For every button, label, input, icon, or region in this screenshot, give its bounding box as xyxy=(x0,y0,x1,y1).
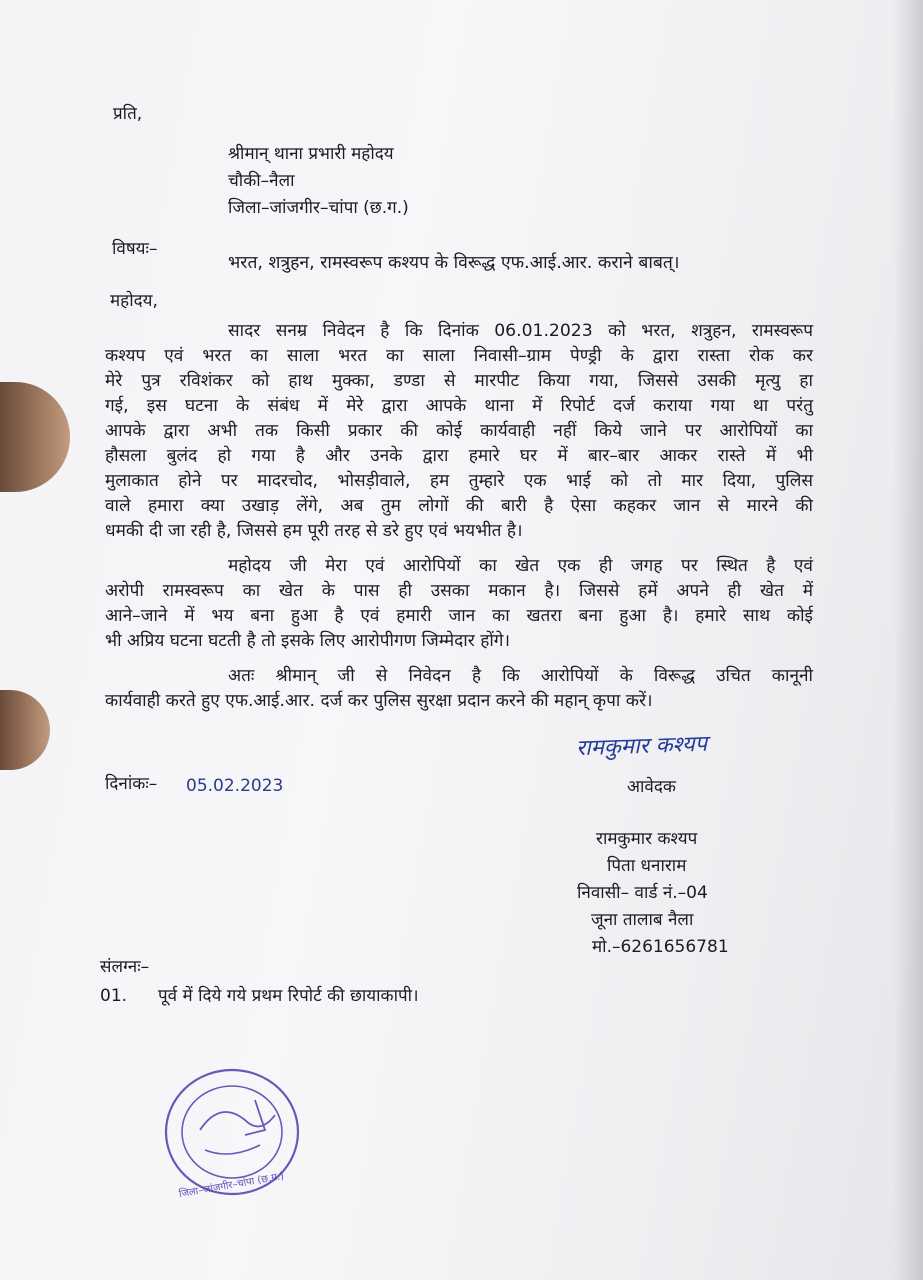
body-line: हौसला बुलंद हो गया है और उनके द्वारा हमारे घर में बार–बार आकर रास्ते में भी xyxy=(105,446,813,466)
body-line: गई, इस घटना के संबंध में मेरे द्वारा आपके थाना में रिपोर्ट दर्ज कराया गया था परंतु xyxy=(105,396,813,416)
body-line: कश्यप एवं भरत का साला भरत का साला निवासी–ग्राम पेण्ड्री के द्वारा रास्ता रोक कर xyxy=(105,346,813,366)
body-line: धमकी दी जा रही है, जिससे हम पूरी तरह से डरे हुए एवं भयभीत है। xyxy=(105,521,523,541)
salutation-to: प्रति, xyxy=(113,104,143,124)
addressee-line-1: श्रीमान् थाना प्रभारी महोदय xyxy=(228,144,394,164)
svg-text:जिला–जांजगीर–चांपा (छ.ग.): जिला–जांजगीर–चांपा (छ.ग.) xyxy=(178,1170,285,1201)
finger-top xyxy=(0,382,70,492)
applicant-label: आवेदक xyxy=(627,777,676,797)
greeting: महोदय, xyxy=(110,291,158,311)
finger-bottom xyxy=(0,690,50,770)
body-line: मेरे पुत्र रविशंकर को हाथ मुक्का, डण्डा से मारपीट किया गया, जिससे उसकी मृत्यु हा xyxy=(105,371,813,391)
subject-text: भरत, शत्रुहन, रामस्वरूप कश्यप के विरूद्ध एफ.आई.आर. कराने बाबत्। xyxy=(228,253,680,273)
applicant-locality: जूना तालाब नैला xyxy=(591,910,694,930)
addressee-line-3: जिला–जांजगीर–चांपा (छ.ग.) xyxy=(228,198,409,218)
addressee-line-2: चौकी–नैला xyxy=(228,171,295,191)
body-line: सादर सनम्र निवेदन है कि दिनांक 06.01.2023 को भरत, शत्रुहन, रामस्वरूप xyxy=(228,321,813,341)
body-line: मुलाकात होने पर मादरचोद, भोसड़ीवाले, हम तुम्हारे एक भाई को तो मार दिया, पुलिस xyxy=(105,471,813,491)
body-line: आपके द्वारा अभी तक किसी प्रकार की कोई कार्यवाही नहीं किये जाने पर आरोपियों का xyxy=(105,421,813,441)
date-label: दिनांकः– xyxy=(105,774,158,794)
body-line: कार्यवाही करते हुए एफ.आई.आर. दर्ज कर पुलिस सुरक्षा प्रदान करने की महान् कृपा करें। xyxy=(105,691,653,711)
applicant-mobile: मो.–6261656781 xyxy=(592,937,729,957)
enclosure-label: संलग्नः– xyxy=(100,957,150,977)
applicant-father: पिता धनाराम xyxy=(607,856,687,876)
body-line: वाले हमारा क्या उखाड़ लेंगे, अब तुम लोगों की बारी है ऐसा कहकर जान से मारने की xyxy=(105,496,813,516)
police-stamp-icon xyxy=(160,1060,310,1210)
subject-label: विषयः– xyxy=(112,239,158,259)
body-line: अरोपी रामस्वरूप का खेत के पास ही उसका मकान है। जिससे हमें अपने ही खेत में xyxy=(105,581,813,601)
enclosure-number: 01. xyxy=(100,986,128,1006)
enclosure-text: पूर्व में दिये गये प्रथम रिपोर्ट की छायाकापी। xyxy=(158,986,419,1006)
applicant-residence: निवासी– वार्ड नं.–04 xyxy=(577,883,708,903)
date-value: 05.02.2023 xyxy=(186,776,284,796)
handwritten-signature: रामकुमार कश्यप xyxy=(575,731,708,762)
body-line: आने–जाने में भय बना हुआ है एवं हमारी जान का खतरा बना हुआ है। हमारे साथ कोई xyxy=(105,606,813,626)
body-line: भी अप्रिय घटना घटती है तो इसके लिए आरोपीगण जिम्मेदार होंगे। xyxy=(105,631,510,651)
body-line: अतः श्रीमान् जी से निवेदन है कि आरोपियों के विरूद्ध उचित कानूनी xyxy=(228,666,813,686)
applicant-name: रामकुमार कश्यप xyxy=(596,829,698,849)
body-line: महोदय जी मेरा एवं आरोपियों का खेत एक ही जगह पर स्थित है एवं xyxy=(228,556,813,576)
